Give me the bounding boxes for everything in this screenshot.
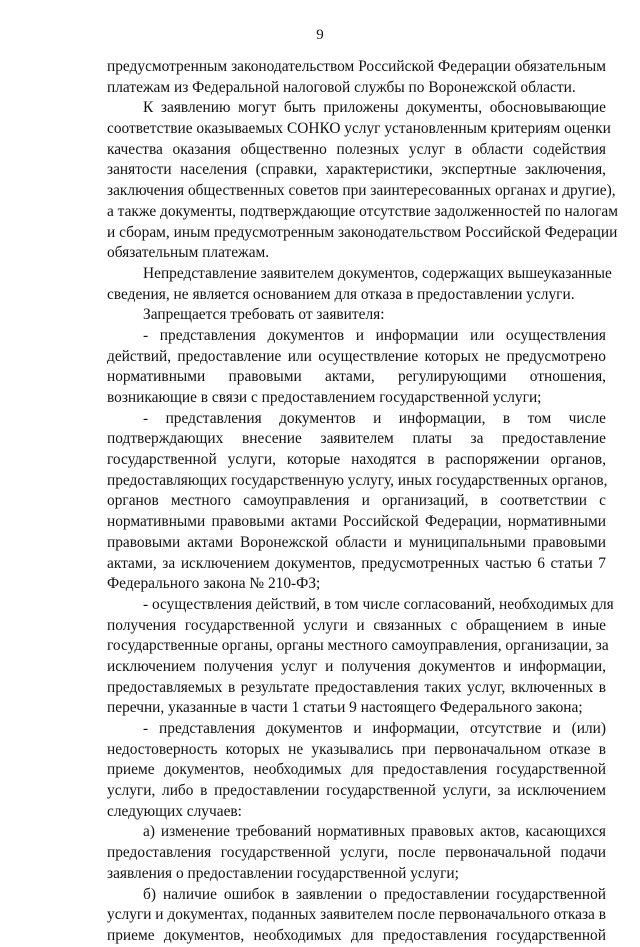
text-line: нормативными правовыми актами, регулирующими отношения, xyxy=(107,368,606,386)
text-line: государственной услуги, которые находятся в распоряжении органов, xyxy=(107,451,606,469)
text-line: возникающие в связи с предоставлением государственной услуги; xyxy=(107,389,542,406)
page-number: 9 xyxy=(316,27,324,43)
text-line: заявления о предоставлении государственной услуги; xyxy=(107,864,459,882)
paragraph-first-line: а) изменение требований нормативных правовых актов, касающихся xyxy=(143,823,606,841)
text-line: приеме документов, необходимых для предоставления государственной xyxy=(107,926,606,944)
paragraph-first-line: б) наличие ошибок в заявлении о предоставлении государственной xyxy=(143,885,606,903)
text-line: услуги и документах, поданных заявителем после первоначального отказа в xyxy=(107,906,606,924)
text-line: следующих случаев: xyxy=(107,802,242,820)
text-line: платежам из Федеральной налоговой службы по Воронежской области. xyxy=(107,78,576,96)
text-line: действий, предоставление или осуществление которых не предусмотрено xyxy=(107,347,606,365)
text-line: органов местного самоуправления и организаций, в соответствии с xyxy=(107,492,606,510)
text-line: исключением получения услуг и получения документов и информации, xyxy=(107,657,606,675)
text-line: и сборам, иным предусмотренным законодательством Российской Федерации xyxy=(107,223,618,241)
text-line: обязательным платежам. xyxy=(107,244,270,262)
text-line: предоставляющих государственную услугу, иных государственных органов, xyxy=(107,471,608,489)
text-line: заключения общественных советов при заинтересованных органах и другие), xyxy=(107,182,616,200)
text-line: получения государственной услуги и связанных с обращением в иные xyxy=(107,616,606,634)
text-line: подтверждающих внесение заявителем платы за предоставление xyxy=(107,430,606,448)
text-line: качества оказания общественно полезных услуг в области содействия xyxy=(107,140,606,158)
text-line: государственные органы, органы местного самоуправления, организации, за xyxy=(107,637,609,655)
text-line: перечни, указанные в части 1 статьи 9 настоящего Федерального закона; xyxy=(107,699,583,717)
text-line: актами, за исключением документов, предусмотренных частью 6 статьи 7 xyxy=(107,554,606,572)
paragraph-first-line: К заявлению могут быть приложены документы, обосновывающие xyxy=(143,99,606,117)
text-line: Федерального закона № 210-ФЗ; xyxy=(107,575,321,593)
text-line: а также документы, подтверждающие отсутствие задолженностей по налогам xyxy=(107,202,618,220)
text-line: нормативными правовыми актами Российской Федерации, нормативными xyxy=(107,513,606,531)
text-line: услуги, либо в предоставлении государственной услуги, за исключением xyxy=(107,782,606,800)
text-line: правовыми актами Воронежской области и муниципальными правовыми xyxy=(107,533,606,551)
body-text xyxy=(107,57,618,947)
text-line: предоставляемых в результате предоставления таких услуг, включенных в xyxy=(107,678,606,696)
paragraph-first-line: Запрещается требовать от заявителя: xyxy=(143,306,385,324)
paragraph-first-line: - представления документов и информации, отсутствие и (или) xyxy=(143,720,606,737)
text-line: недостоверность которых не указывались при первоначальном отказе в xyxy=(107,740,606,758)
text-line: соответствие оказываемых СОНКО услуг установленным критериям оценки xyxy=(107,120,611,138)
text-line: сведения, не является основанием для отказа в предоставлении услуги. xyxy=(107,285,575,303)
paragraph-first-line: - осуществления действий, в том числе согласований, необходимых для xyxy=(143,595,614,613)
text-line: предусмотренным законодательством Российской Федерации обязательным xyxy=(107,58,606,75)
paragraph-first-line: - представления документов и информации, в том числе xyxy=(143,409,606,427)
text-line: приеме документов, необходимых для предоставления государственной xyxy=(107,761,606,779)
text-line: занятости населения (справки, характеристики, экспертные заключения, xyxy=(107,161,606,179)
text-line: предоставления государственной услуги, после первоначальной подачи xyxy=(107,844,606,862)
paragraph-first-line: Непредставление заявителем документов, содержащих вышеуказанные xyxy=(143,264,612,282)
paragraph-first-line: - представления документов и информации или осуществления xyxy=(143,326,606,344)
